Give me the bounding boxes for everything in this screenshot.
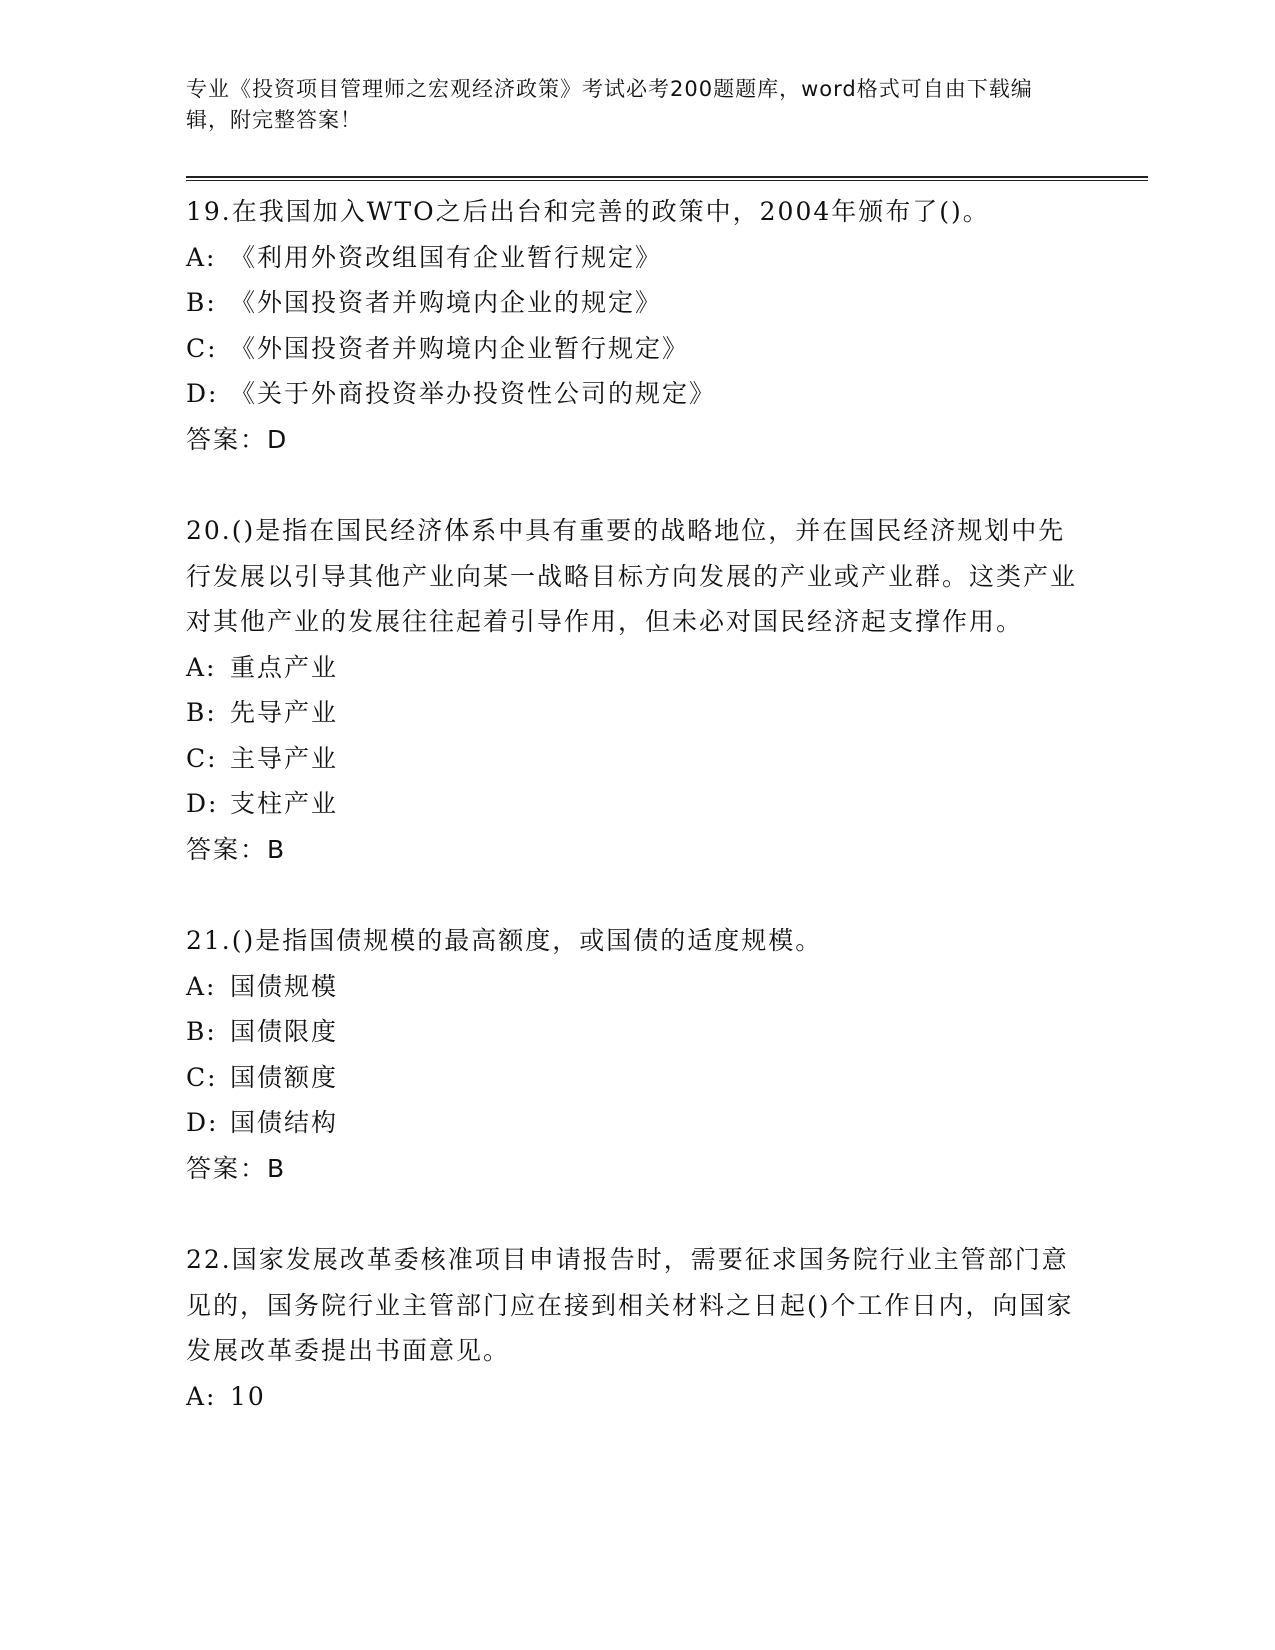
option-key: C:	[186, 1062, 218, 1092]
question-22	[186, 1237, 1086, 1419]
option-a	[186, 645, 1086, 691]
option-a	[186, 1374, 1086, 1420]
option-key: A:	[186, 652, 217, 682]
option-c	[186, 326, 1086, 372]
question-19	[186, 189, 1086, 462]
option-d	[186, 371, 1086, 417]
question-21	[186, 918, 1086, 1191]
option-text: 《外国投资者并购境内企业暂行规定》	[230, 333, 690, 363]
question-stem: 21.()是指国债规模的最高额度，或国债的适度规模。	[186, 926, 823, 955]
option-text: 先导产业	[230, 698, 339, 727]
option-key: C:	[186, 333, 218, 363]
option-key: D:	[186, 1108, 219, 1137]
option-text: 支柱产业	[230, 789, 339, 818]
header-divider	[186, 176, 1148, 181]
option-c	[186, 1055, 1086, 1101]
answer-line: 答案：B	[186, 834, 287, 864]
answer-line: 答案：D	[186, 424, 289, 454]
question-list	[186, 189, 1086, 1465]
option-text: 《关于外商投资举办投资性公司的规定》	[230, 379, 717, 408]
option-b	[186, 280, 1086, 326]
option-text: 主导产业	[230, 743, 339, 773]
option-text: 《利用外资改组国有企业暂行规定》	[230, 242, 663, 272]
option-text: 国债限度	[230, 1017, 339, 1046]
option-text: 国债额度	[230, 1062, 339, 1092]
option-key: B:	[186, 288, 217, 317]
option-text: 10	[230, 1381, 266, 1411]
option-text: 国债结构	[230, 1108, 339, 1137]
option-key: A:	[186, 1381, 217, 1411]
option-b	[186, 690, 1086, 736]
option-a	[186, 235, 1086, 281]
option-key: D:	[186, 789, 219, 818]
option-d	[186, 1100, 1086, 1146]
option-key: A:	[186, 971, 217, 1001]
option-b	[186, 1009, 1086, 1055]
question-stem: 19.在我国加入WTO之后出台和完善的政策中，2004年颁布了()。	[186, 197, 990, 226]
option-key: C:	[186, 743, 218, 773]
option-text: 重点产业	[230, 652, 339, 682]
option-a	[186, 964, 1086, 1010]
option-d	[186, 781, 1086, 827]
document-header: 专业《投资项目管理师之宏观经济政策》考试必考200题题库，word格式可自由下载编辑，附完整答案！	[186, 77, 1033, 132]
option-key: D:	[186, 379, 219, 408]
option-key: B:	[186, 698, 217, 727]
option-key: B:	[186, 1017, 217, 1046]
answer-line: 答案：B	[186, 1153, 287, 1183]
question-stem: 20.()是指在国民经济体系中具有重要的战略地位，并在国民经济规划中先行发展以引导其他产业向某一战略目标方向发展的产业或产业群。这类产业对其他产业的发展往往起着引导作用，但未必对国民经济起支撑作用。	[186, 516, 1078, 636]
question-20	[186, 508, 1086, 872]
option-text: 《外国投资者并购境内企业的规定》	[230, 288, 663, 317]
question-stem: 22.国家发展改革委核准项目申请报告时，需要征求国务院行业主管部门意见的，国务院行业主管部门应在接到相关材料之日起()个工作日内，向国家发展改革委提出书面意见。	[186, 1245, 1074, 1365]
option-c	[186, 736, 1086, 782]
option-key: A:	[186, 242, 217, 272]
option-text: 国债规模	[230, 971, 339, 1001]
